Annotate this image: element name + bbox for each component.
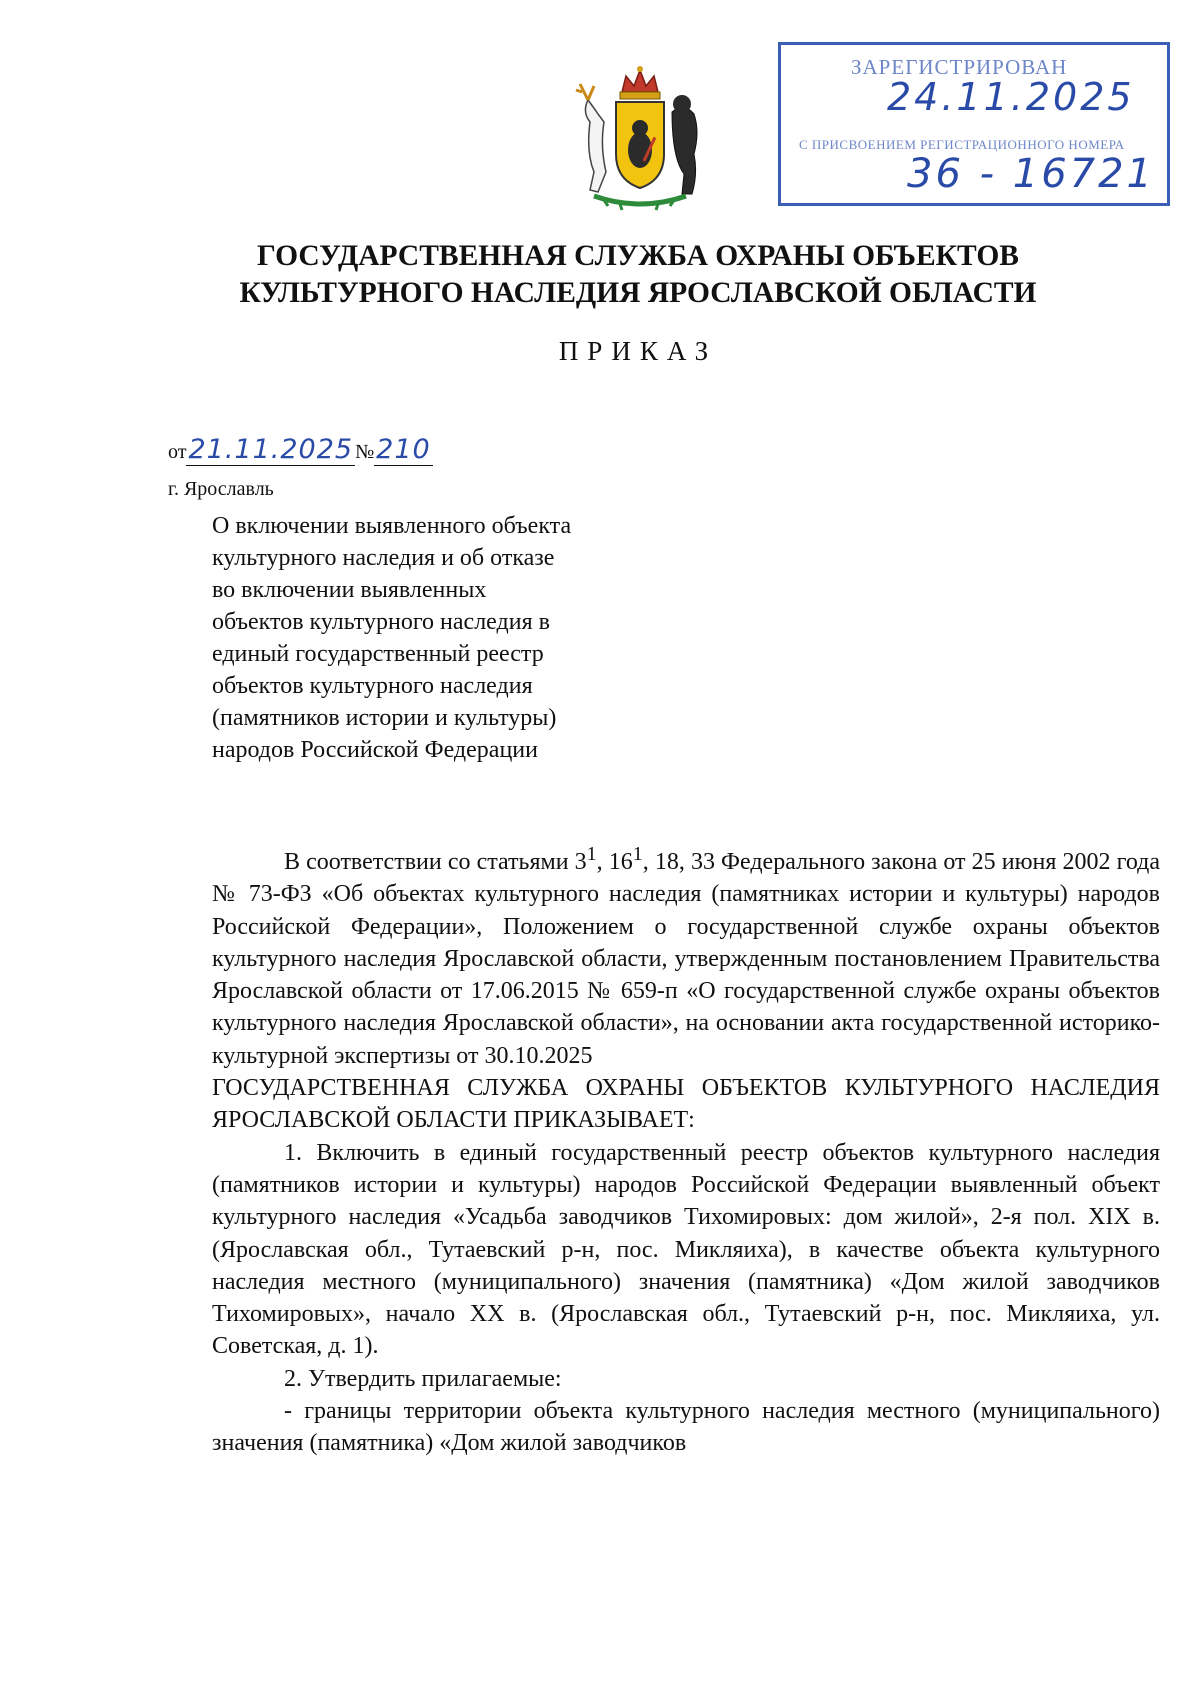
subject-line: объектов культурного наследия: [212, 673, 533, 699]
number-label: №: [355, 441, 375, 463]
stamp-caption: С ПРИСВОЕНИЕМ РЕГИСТРАЦИОННОГО НОМЕРА: [799, 137, 1125, 152]
stamp-number: 36 - 16721: [907, 151, 1156, 197]
legal-basis-text: В соответствии со статьями 3: [284, 849, 587, 875]
order-number: 210: [376, 434, 431, 465]
subject-line: единый государственный реестр: [212, 641, 544, 667]
order-item-2: 2. Утвердить прилагаемые:: [284, 1365, 562, 1392]
subject-line: О включении выявленного объекта: [212, 513, 572, 539]
order-body: [212, 838, 1160, 1460]
legal-basis-text: , 16: [596, 849, 633, 875]
subject-line: народов Российской Федерации: [212, 737, 538, 763]
subject-line: (памятников истории и культуры): [212, 705, 557, 731]
orders-statement: ГОСУДАРСТВЕННАЯ СЛУЖБА ОХРАНЫ ОБЪЕКТОВ КУЛЬТУРНОГО НАСЛЕДИЯ ЯРОСЛАВСКОЙ ОБЛАСТИ ПРИКАЗЫВАЕТ:: [212, 1075, 1160, 1134]
superscript: 1: [586, 843, 597, 865]
order-subject: [212, 510, 672, 766]
subject-line: культурного наследия и об отказе: [212, 545, 555, 571]
organization-title-line1: ГОСУДАРСТВЕННАЯ СЛУЖБА ОХРАНЫ ОБЪЕКТОВ: [257, 240, 1019, 272]
order-date: 21.11.2025: [188, 434, 354, 465]
document-kind: ПРИКАЗ: [558, 336, 718, 366]
legal-basis-paragraph: [212, 838, 1160, 1072]
subject-line: объектов культурного наследия в: [212, 609, 550, 635]
order-item-1: 1. Включить в единый государственный реестр объектов культурного наследия (памятников истории и культуры) народов Российской Федерации выявленный объект культурного наследия «Усадьба заводчиков Тихомировых: дом жилой», 2-я пол. XIX в. (Ярославская обл., Тутаевский р-н, пос. Микляиха), в качестве объекта культурного наследия местного (муниципального) значения (памятника) «Дом жилой заводчиков Тихомировых», начало XX в. (Ярославская обл., Тутаевский р-н, пос. Микляиха, ул. Советская, д. 1).: [212, 1139, 1160, 1360]
order-date-row: [168, 434, 433, 466]
registration-stamp: [778, 42, 1170, 206]
legal-basis-text: , 18, 33 Федерального закона от 25 июня 2002 года № 73-ФЗ «Об объектах культурного наследия (памятниках истории и культуры) народов Российской Федерации», Положением о государственной службе охраны объектов культурного наследия Ярославской области, утвержденным постановлением Правительства Ярославской области от 17.06.2015 № 659-п «О государственной службе охраны объектов культурного наследия Ярославской области», на основании акта государственной историко-культурной экспертизы от 30.10.2025: [212, 849, 1160, 1069]
organization-title: [0, 238, 1200, 312]
order-item-2-dash: - границы территории объекта культурного наследия местного (муниципального) значения (памятника) «Дом жилой заводчиков: [212, 1398, 1160, 1457]
subject-line: во включении выявленных: [212, 577, 487, 603]
from-label: от: [168, 441, 187, 463]
stamp-title: ЗАРЕГИСТРИРОВАН: [851, 55, 1068, 79]
stamp-date: 24.11.2025: [887, 75, 1135, 119]
superscript: 1: [632, 843, 643, 865]
organization-title-line2: КУЛЬТУРНОГО НАСЛЕДИЯ ЯРОСЛАВСКОЙ ОБЛАСТИ: [239, 277, 1037, 309]
order-place: г. Ярославль: [168, 478, 274, 500]
coat-of-arms-icon: [560, 62, 720, 214]
